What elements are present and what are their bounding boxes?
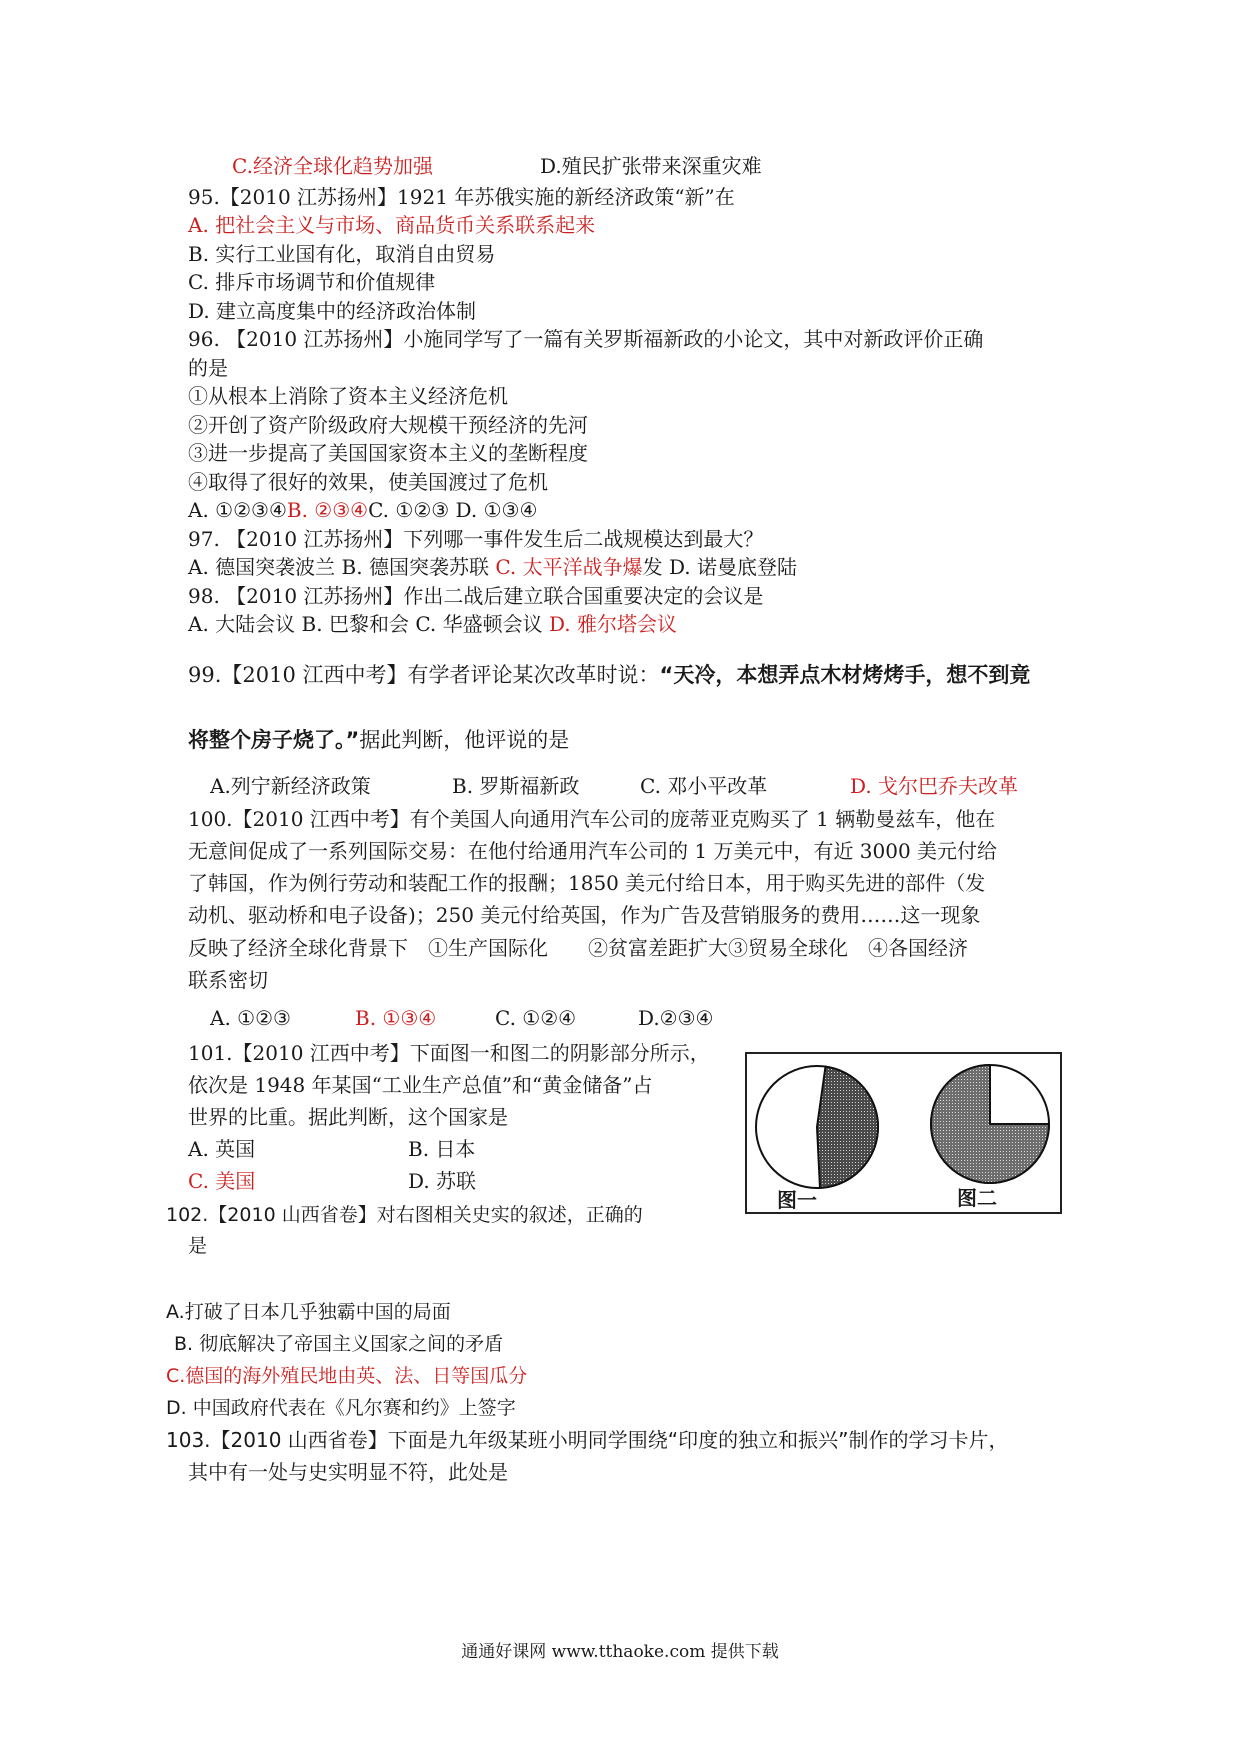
q99-option-c: C. 邓小平改革: [640, 774, 768, 798]
q103-stem-line-2: 其中有一处与史实明显不符，此处是: [188, 1460, 508, 1484]
q98-options: [188, 611, 677, 637]
q98-option-b: B. 巴黎和会: [301, 612, 409, 636]
q95-option-a: A. 把社会主义与市场、商品货币关系联系起来: [188, 213, 596, 237]
q96-option-c: C. ①②③: [368, 498, 450, 522]
q97-stem: 97. 【2010 江苏扬州】下列哪一事件发生后二战规模达到最大？: [188, 527, 764, 551]
q99-option-d: D. 戈尔巴乔夫改革: [850, 774, 1019, 798]
q100-option-b: B. ①③④: [355, 1006, 437, 1030]
q95-option-b: B. 实行工业国有化，取消自由贸易: [188, 242, 496, 266]
q94-option-d: D.殖民扩张带来深重灾难: [540, 154, 762, 178]
q99-stem-line-2: [188, 727, 569, 753]
q99-quote-part-b: 将整个房子烧了。”: [188, 728, 360, 752]
q97-option-a: A. 德国突袭波兰: [188, 555, 336, 579]
q96-stem-line-2: 的是: [188, 356, 228, 380]
page-footer: 通通好课网 www.tthaoke.com 提供下载: [461, 1642, 779, 1662]
q101-option-a: A. 英国: [188, 1137, 256, 1161]
q103-stem-text: 103.【2010 山西省卷】下面是九年级某班小明同学围绕“印度的独立和振兴”制作的学习卡片，: [166, 1428, 1009, 1452]
q100-option-a: A. ①②③: [210, 1006, 291, 1030]
q95-stem: 95.【2010 江苏扬州】1921 年苏俄实施的新经济政策“新”在: [188, 185, 735, 209]
q96-option-a: A. ①②③④: [188, 498, 287, 522]
q96-options: [188, 497, 537, 523]
q97-option-c-tail: 发: [642, 555, 663, 579]
q97-options: [188, 554, 797, 580]
pie-1-shaded-slice: [817, 1067, 878, 1188]
pie-figure: [745, 1052, 1062, 1214]
q99-quote-part-a: “天冷，本想弄点木材烤烤手，想不到竟: [659, 663, 1031, 687]
q95-option-d: D. 建立高度集中的经济政治体制: [188, 299, 477, 323]
q101-line-3: 世界的比重。据此判断，这个国家是: [188, 1105, 508, 1129]
q101-option-c: C. 美国: [188, 1169, 256, 1193]
figure-1-caption: 图一: [777, 1188, 817, 1212]
q98-option-a: A. 大陆会议: [188, 612, 296, 636]
q99-stem-part-a: 99.【2010 江西中考】有学者评论某次改革时说：: [188, 663, 660, 687]
q102-stem-line-1: 102.【2010 山西省卷】对右图相关史实的叙述，正确的: [166, 1204, 643, 1226]
q102-option-d: D. 中国政府代表在《凡尔赛和约》上签字: [166, 1397, 516, 1419]
q96-item-4: ④取得了很好的效果，使美国渡过了危机: [188, 470, 548, 494]
q98-stem: 98. 【2010 江苏扬州】作出二战后建立联合国重要决定的会议是: [188, 584, 764, 608]
q96-item-2: ②开创了资产阶级政府大规模干预经济的先河: [188, 413, 588, 437]
q103-stem-line-1: [166, 1427, 1009, 1453]
q99-stem-part-b: 据此判断，他评说的是: [359, 728, 570, 752]
q96-option-b: B. ②③④: [286, 498, 369, 522]
q96-item-1: ①从根本上消除了资本主义经济危机: [188, 384, 508, 408]
q100-line-1: 100.【2010 江西中考】有个美国人向通用汽车公司的庞蒂亚克购买了 1 辆勒曼兹车，他在: [188, 807, 996, 831]
q100-line-5: 反映了经济全球化背景下 ①生产国际化 ②贫富差距扩大③贸易全球化 ④各国经济: [188, 936, 968, 960]
q97-option-d: D. 诺曼底登陆: [668, 555, 798, 579]
q101-option-b: B. 日本: [408, 1137, 476, 1161]
q101-line-1: 101.【2010 江西中考】下面图一和图二的阴影部分所示，: [188, 1041, 710, 1065]
pie-chart-2: [931, 1065, 1049, 1183]
q102-option-c: C.德国的海外殖民地由英、法、日等国瓜分: [166, 1365, 528, 1387]
q96-option-d: D. ①③④: [455, 498, 538, 522]
q94-option-c: C.经济全球化趋势加强: [232, 154, 433, 178]
q101-option-d: D. 苏联: [408, 1169, 477, 1193]
q96-item-3: ③进一步提高了美国国家资本主义的垄断程度: [188, 441, 588, 465]
q102-option-a: A.打破了日本几乎独霸中国的局面: [166, 1301, 451, 1323]
pie-chart-1: [756, 1066, 878, 1188]
q100-line-3: 了韩国，作为例行劳动和装配工作的报酬；1850 美元付给日本，用于购买先进的部件（发: [188, 871, 986, 895]
q102-option-b: B. 彻底解决了帝国主义国家之间的矛盾: [174, 1333, 504, 1355]
q102-stem-line-2: 是: [188, 1235, 208, 1257]
q98-option-d: D. 雅尔塔会议: [548, 612, 678, 636]
q100-line-6: 联系密切: [188, 968, 268, 992]
figure-2-caption: 图二: [957, 1186, 997, 1210]
q99-option-b: B. 罗斯福新政: [452, 774, 580, 798]
q98-option-c: C. 华盛顿会议: [415, 612, 543, 636]
q100-option-c: C. ①②④: [495, 1006, 577, 1030]
q99-stem-line-1: [188, 662, 1030, 688]
q95-option-c: C. 排斥市场调节和价值规律: [188, 270, 436, 294]
q99-option-a: A.列宁新经济政策: [210, 774, 371, 798]
q100-line-4: 动机、驱动桥和电子设备)；250 美元付给英国，作为广告及营销服务的费用……这一现象: [188, 903, 981, 927]
q100-option-d: D.②③④: [638, 1006, 714, 1030]
q101-line-2: 依次是 1948 年某国“工业生产总值”和“黄金储备”占: [188, 1073, 653, 1097]
q100-line-2: 无意间促成了一系列国际交易：在他付给通用汽车公司的 1 万美元中，有近 3000 美元付给: [188, 839, 998, 863]
q97-option-b: B. 德国突袭苏联: [341, 555, 489, 579]
q96-stem-line-1: 96. 【2010 江苏扬州】小施同学写了一篇有关罗斯福新政的小论文，其中对新政评价正确: [188, 327, 984, 351]
q97-option-c: C. 太平洋战争爆: [495, 555, 643, 579]
